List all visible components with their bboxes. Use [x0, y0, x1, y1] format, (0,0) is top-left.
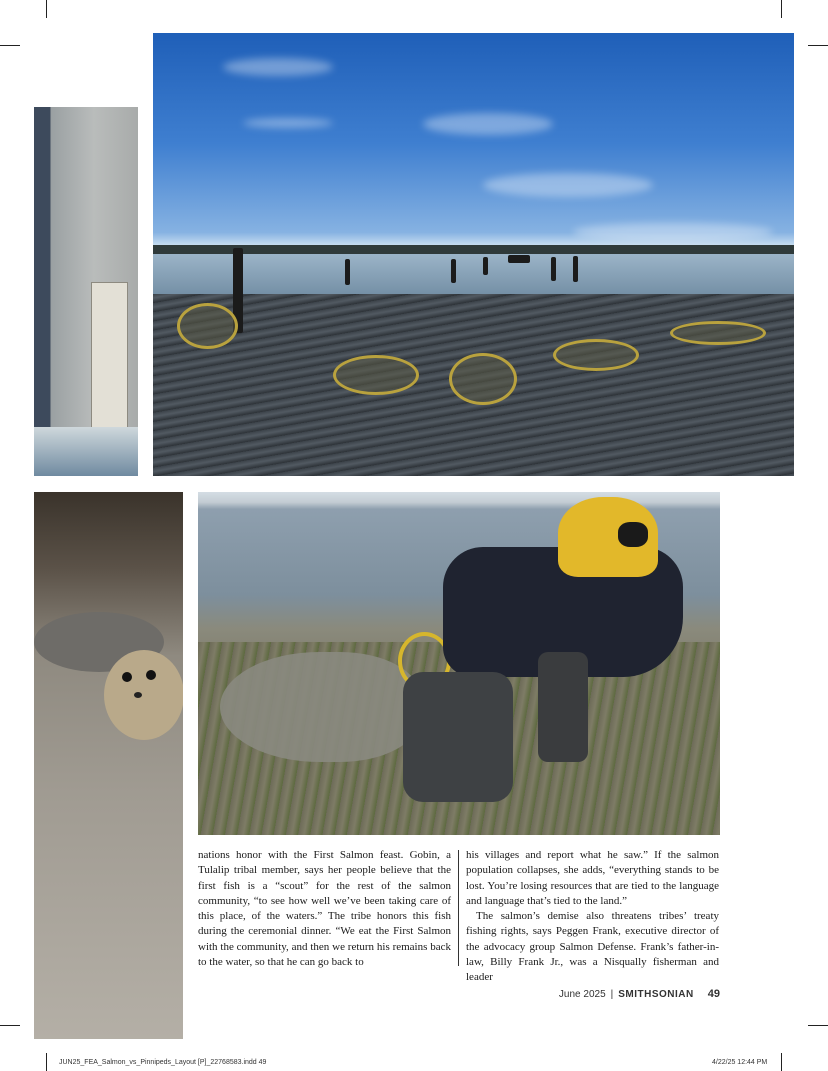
body-text-left-column — [198, 848, 451, 970]
print-timestamp: 4/22/25 12:44 PM — [712, 1059, 768, 1066]
crop-mark — [781, 0, 782, 18]
crop-mark — [808, 1025, 828, 1026]
harbor-seals-photo — [34, 492, 183, 1039]
page-number: 49 — [707, 988, 720, 1000]
magazine-name: SMITHSONIAN — [618, 989, 694, 1000]
tidal-flat-fishers-photo — [153, 33, 794, 476]
body-paragraph: his villages and report what he saw.” If the salmon population collapses, she adds, “everything stands to be lost. You’re losing resources that are tied to the language and language that’s tied to the land.” — [466, 849, 719, 907]
crop-mark — [0, 45, 20, 46]
concrete-wall-photo — [34, 107, 138, 476]
crop-mark — [808, 45, 828, 46]
crop-mark — [46, 1053, 47, 1071]
net-hauling-photo — [198, 492, 720, 835]
issue-date: June 2025 — [558, 989, 606, 1000]
page-folio — [559, 988, 720, 1000]
crop-mark — [0, 1025, 20, 1026]
folio-separator: | — [610, 989, 614, 1000]
body-text-right-column — [466, 848, 719, 986]
crop-mark — [46, 0, 47, 18]
body-paragraph: nations honor with the First Salmon feast. Gobin, a Tulalip tribal member, says her people believe that the first fish is a “scout” for the rest of the salmon community, “to see how well we’ve been taking care of this place, of the waters.” The tribe honors this fish during the ceremonial dinner. “We eat the First Salmon with the community, and then we return his remains back to the water, so that he can go back to — [198, 849, 451, 969]
column-rule — [458, 850, 459, 966]
indesign-file-slug: JUN25_FEA_Salmon_vs_Pinnipeds_Layout [P]_22768583.indd 49 — [59, 1059, 267, 1066]
crop-mark — [781, 1053, 782, 1071]
body-paragraph: The salmon’s demise also threatens tribes’ treaty fishing rights, says Peggen Frank, executive director of the advocacy group Salmon Defense. Frank’s father-in-law, Billy Frank Jr., was a Nisqually fisherman and leader — [466, 910, 719, 984]
